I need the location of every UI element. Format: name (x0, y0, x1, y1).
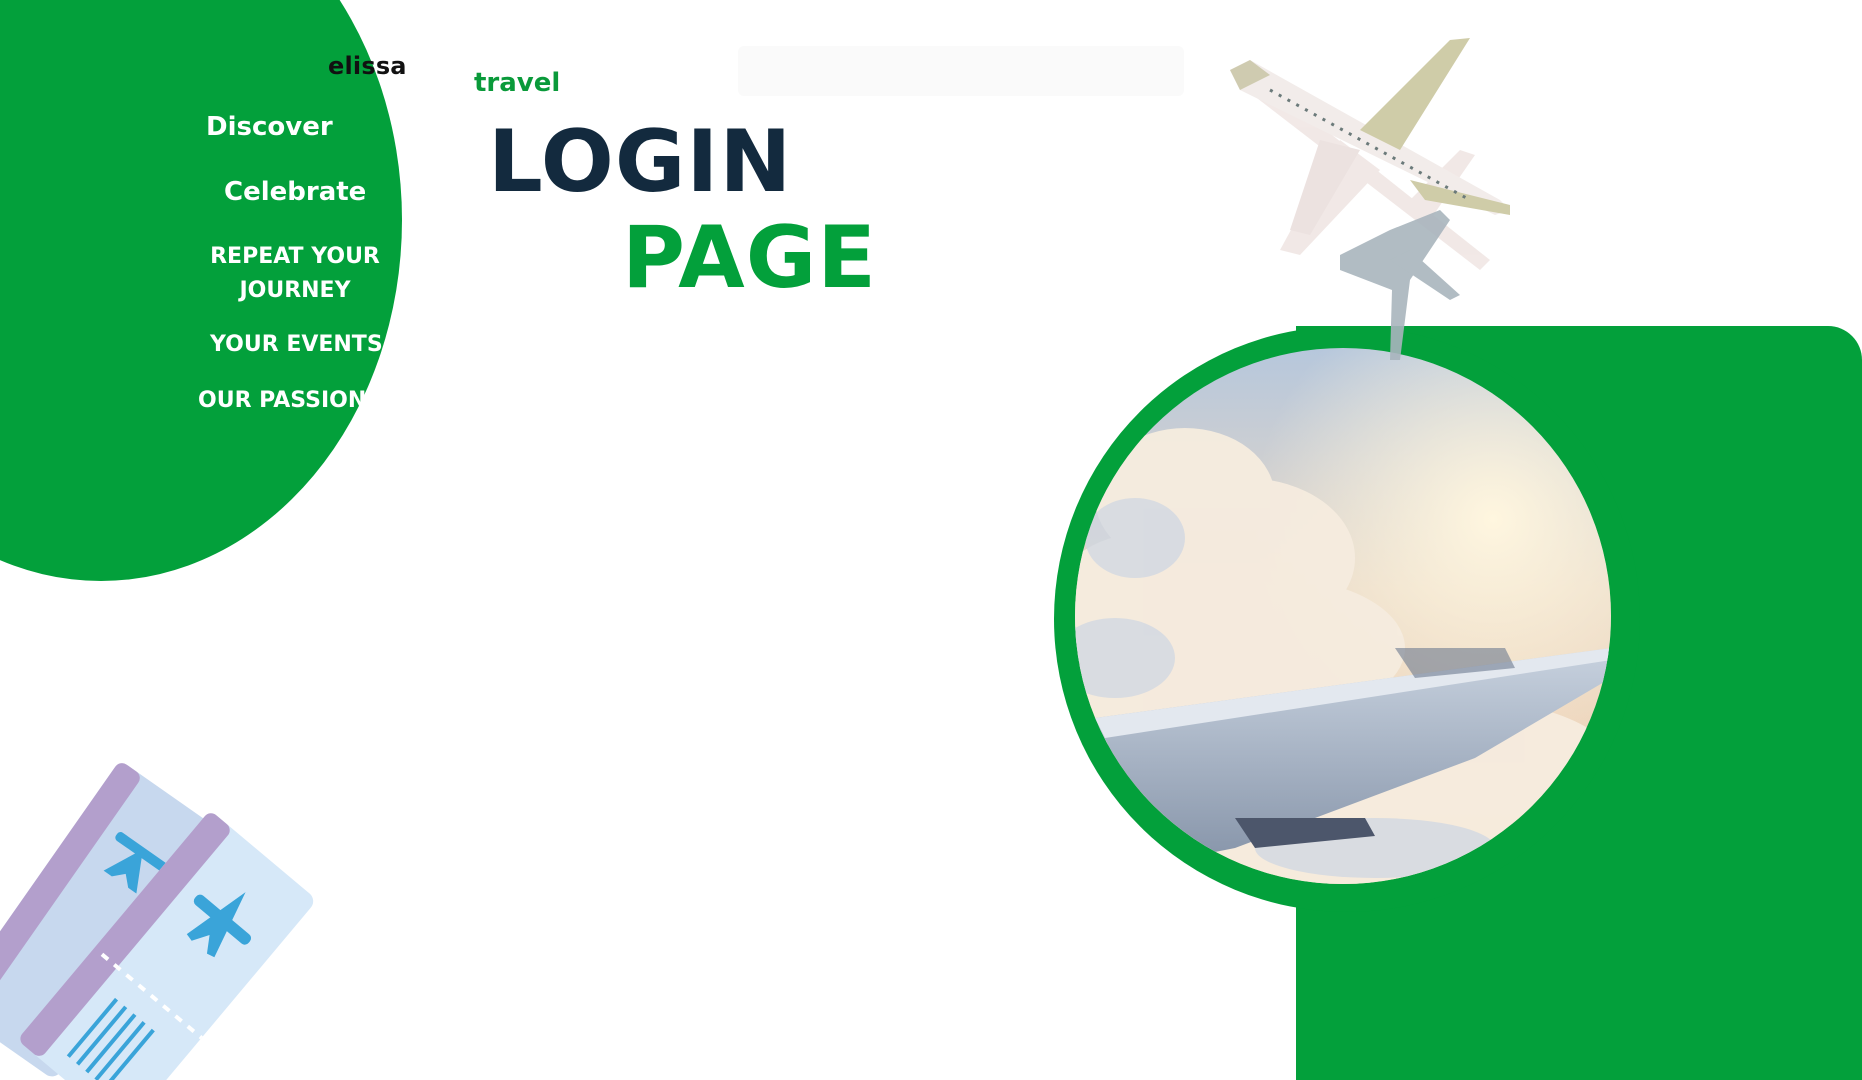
nav-item-your-events[interactable]: YOUR EVENTS (210, 332, 383, 357)
boarding-passes-illustration (0, 720, 350, 1080)
nav-item-discover[interactable]: Discover (206, 112, 333, 142)
airplane-icon (1210, 30, 1540, 370)
faint-header-bar (738, 46, 1184, 96)
nav-item-celebrate[interactable]: Celebrate (224, 177, 367, 207)
nav-item-repeat-your-journey[interactable]: REPEAT YOUR JOURNEY (210, 244, 380, 303)
ticket-icon (0, 720, 350, 1080)
airplanes-illustration (1210, 30, 1540, 370)
airplane-wing-photo (1075, 348, 1611, 884)
nav-item-our-passion[interactable]: OUR PASSION (198, 388, 367, 413)
brand-name: elissa (328, 52, 407, 80)
page-title-login: LOGIN (488, 112, 793, 212)
page-title-page: PAGE (622, 208, 878, 308)
airplane-wing-clouds-icon (1075, 348, 1611, 884)
tagline: travel (474, 68, 561, 98)
